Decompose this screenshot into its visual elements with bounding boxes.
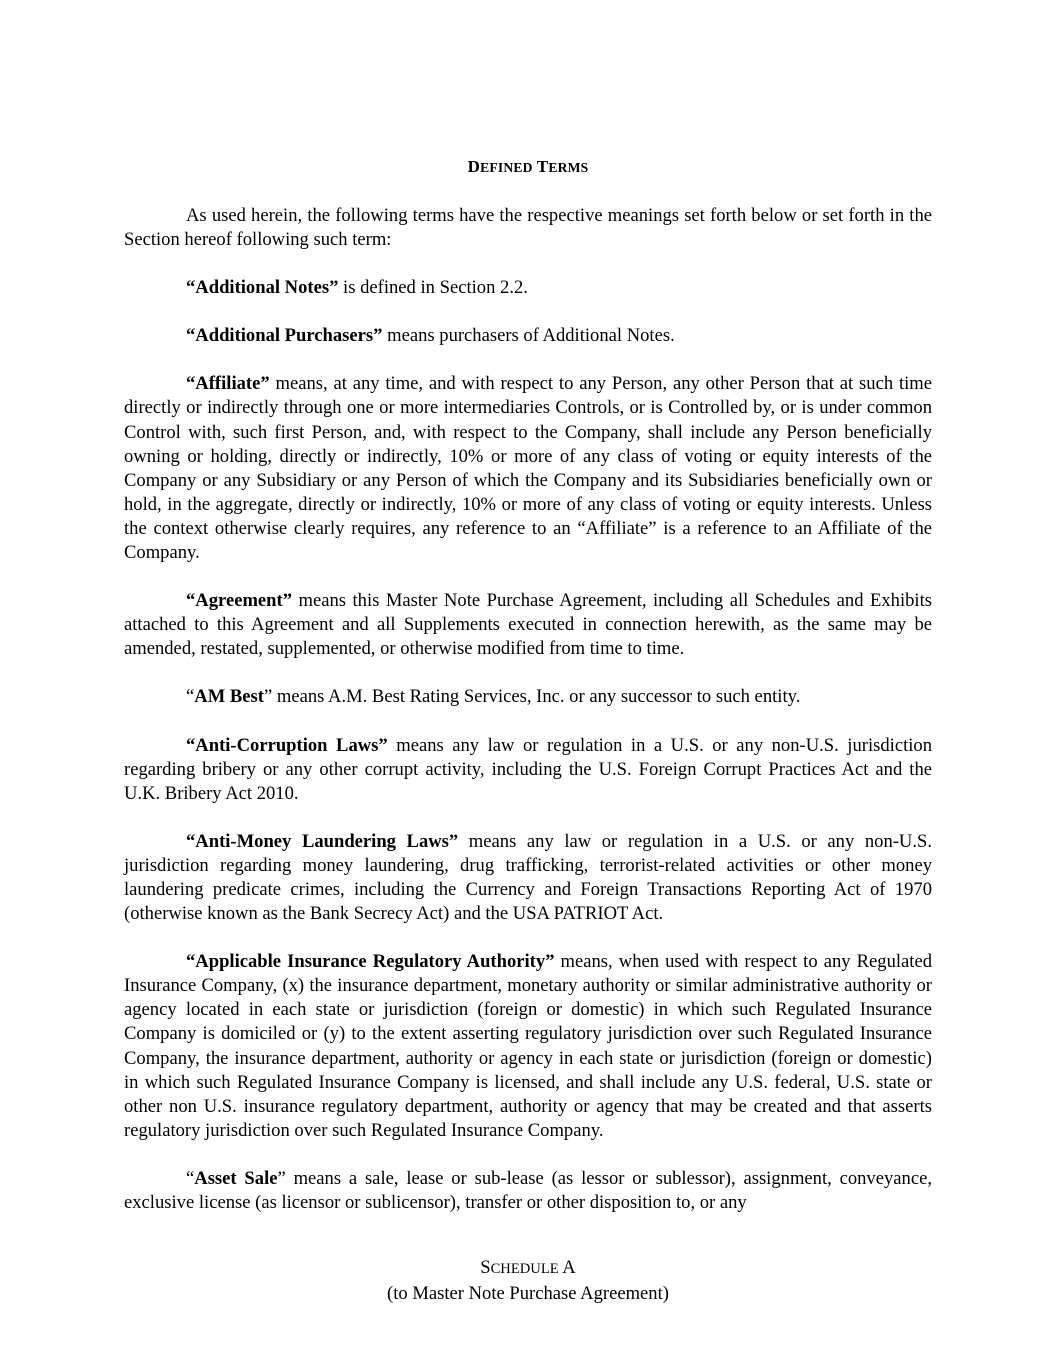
schedule-subtitle: (to Master Note Purchase Agreement) [387,1282,669,1304]
open-quote: “ [186,1167,195,1189]
heading-initial: T [536,157,549,176]
defined-term: “Additional Purchasers” [186,325,383,347]
defined-term: AM Best [194,686,264,708]
close-quote: ” [277,1167,286,1189]
defined-term: “Affiliate” [186,373,270,395]
schedule-label [124,1256,932,1282]
definition-asset-sale [124,1167,932,1215]
defined-term: “Applicable Insurance Regulatory Authority” [186,951,555,973]
definition-text: means any law or regulation in a U.S. or any non-U.S. jurisdiction regarding money laundering, drug trafficking, terrorist-related activities or other money laundering predicate crimes, including the Currency and Foreign Transactions Reporting Act of 1970 (otherwise known as the Bank Secrecy Act) and the USA PATRIOT Act. [124,830,932,925]
intro-paragraph: As used herein, the following terms have the respective meanings set forth below or set forth in the Section hereof following such term: [124,205,932,251]
document-body [124,204,932,1239]
definition-additional-purchasers [124,324,932,348]
page-title [124,157,932,177]
schedule-initial: S [480,1257,491,1278]
definition-text: means, when used with respect to any Regulated Insurance Company, (x) the insurance department, monetary authority or similar administrative authority or agency located in each state or jurisdiction (foreign or domestic) in which such Regulated Insurance Company is domiciled or (y) to the extent asserting regulatory jurisdiction over such Regulated Insurance Company, the insurance department, authority or agency in each state or jurisdiction (foreign or domestic) in which such Regulated Insurance Company is licensed, and shall include any U.S. federal, U.S. state or other non U.S. insurance regulatory department, authority or agency that may be created and that asserts regulatory jurisdiction over such Regulated Insurance Company. [124,951,933,1141]
definition-text: means, at any time, and with respect to any Person, any other Person that at such time directly or indirectly through one or more intermediaries Controls, or is Controlled by, or is under common Control with, such first Person, and, with respect to the Company, shall include any Person beneficially owning or holding, directly or indirectly, 10% or more of any class of voting or equity interests of the Company or any Subsidiary or any Person of which the Company and its Subsidiaries beneficially own or hold, in the aggregate, directly or indirectly, 10% or more of any class of voting or equity interests. Unless the context otherwise clearly requires, any reference to an “Affiliate” is a reference to an Affiliate of the Company. [124,373,932,564]
defined-term: “Additional Notes” [186,277,339,299]
definition-anti-money-laundering-laws [124,830,932,926]
definition-affiliate [124,372,932,565]
definition-text: is defined in Section 2.2. [338,277,528,299]
schedule-word: CHEDULE [490,1261,559,1277]
heading-word: ERMS [548,160,589,175]
defined-term: “Anti-Money Laundering Laws” [186,830,459,852]
definition-additional-notes [124,276,932,300]
definition-applicable-insurance-regulatory-authority [124,950,932,1143]
definition-text: means A.M. Best Rating Services, Inc. or any successor to such entity. [272,686,801,708]
definition-text: means purchasers of Additional Notes. [382,325,675,347]
defined-term: “Anti-Corruption Laws” [186,734,388,756]
definition-am-best [124,685,932,709]
open-quote: “ [186,686,195,708]
page-footer [124,1256,932,1306]
definition-agreement [124,589,932,661]
defined-term: “Agreement” [186,590,293,612]
defined-term: Asset Sale [194,1167,278,1189]
definition-text: means any law or regulation in a U.S. or any non-U.S. jurisdiction regarding bribery or any other corrupt activity, including the U.S. Foreign Corrupt Practices Act and the U.K. Bribery Act 2010. [124,734,932,804]
definition-anti-corruption-laws [124,734,932,806]
schedule-letter: A [558,1257,576,1278]
heading-initial: D [467,157,481,176]
heading-word: EFINED [480,160,533,175]
definition-text: means this Master Note Purchase Agreement, including all Schedules and Exhibits attached to this Agreement and all Supplements executed in connection herewith, as the same may be amended, restated, supplemented, or otherwise modified from time to time. [124,590,932,660]
definition-text: means a sale, lease or sub-lease (as lessor or sublessor), assignment, conveyance, exclusive license (as licensor or sublicensor), transfer or other disposition to, or any [124,1167,932,1213]
close-quote: ” [263,686,273,708]
